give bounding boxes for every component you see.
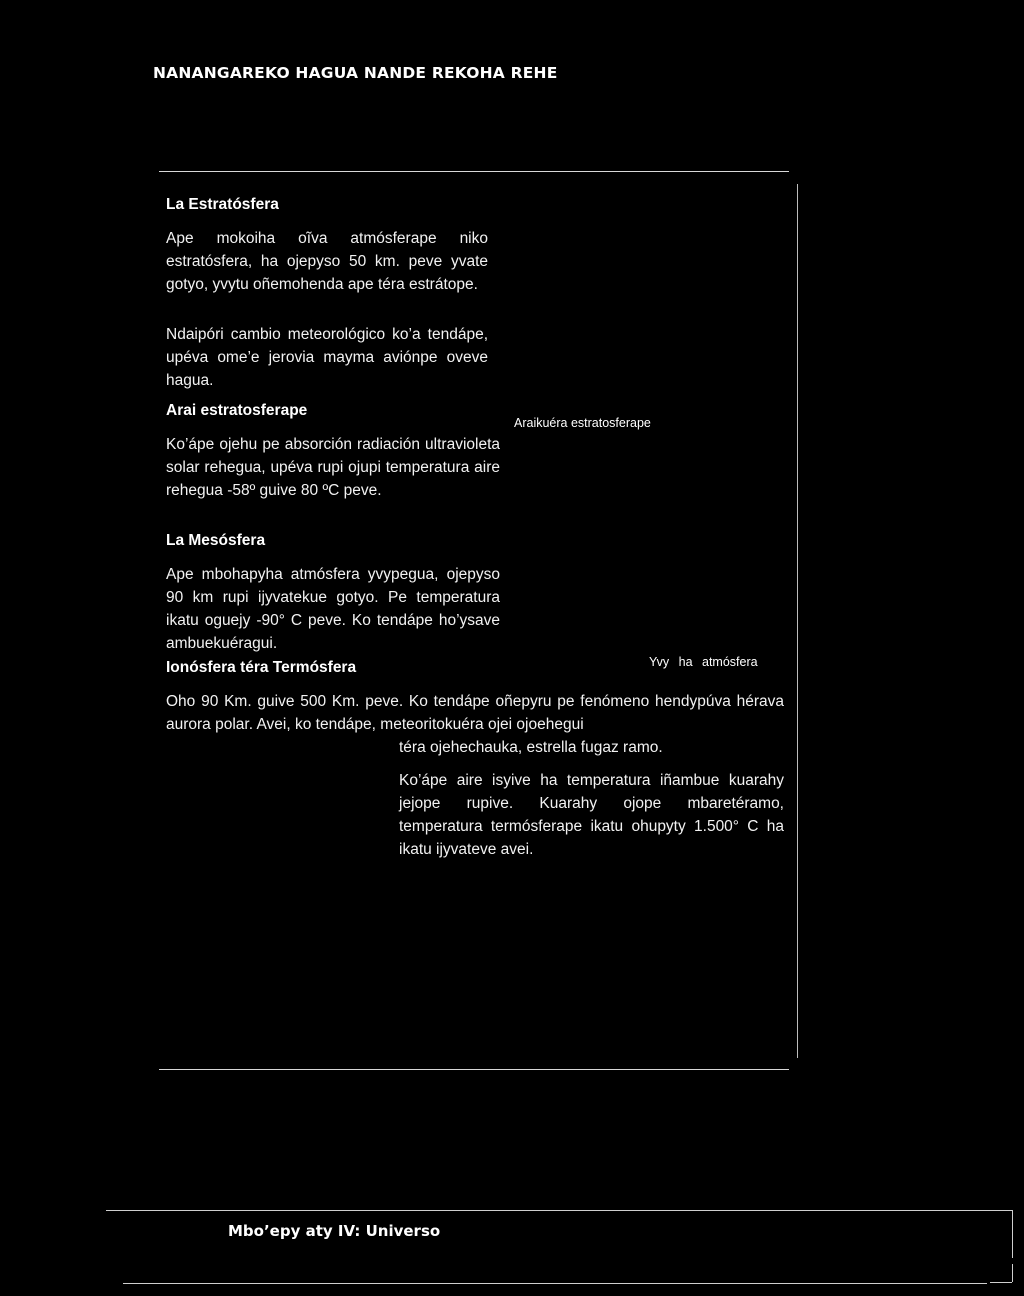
paragraph-arai: Ko’ápe ojehu pe absorción radiación ultravioleta solar rehegua, upéva rupi ojupi temperatura aire rehegua -58º guive 80 ºC peve. [166,436,500,499]
heading-mesosfera: La Mesósfera [166,532,266,549]
heading-arai-estratosferape: Arai estratosferape [166,402,308,419]
paragraph-mesosfera: Ape mbohapyha atmósfera yvypegua, ojepyso 90 km rupi ijyvatekue gotyo. Pe temperatura ikatu oguejy -90° C peve. Ko tendápe ho’ysave ambuekuéragui. [166,566,500,652]
paragraph-estratosfera-2: Ndaipóri cambio meteorológico ko’a tendápe, upéva ome’e jerovia mayma aviónpe oveve hagua. [166,326,488,389]
paragraph-ionosfera-3: Ko’ápe aire isyive ha temperatura iñambue kuarahy jejope rupive. Kuarahy ojope mbaretéramo, temperatura termósferape ikatu ohupyty 1.500° C ha ikatu ijyvateve avei. [399,772,784,858]
bottom-divider [159,1069,789,1070]
paragraph-ionosfera-1: Oho 90 Km. guive 500 Km. peve. Ko tendápe oñepyru pe fenómeno hendypúva hérava aurora polar. Avei, ko tendápe, meteoritokuéra ojei ojoehegui [166,693,784,733]
footer-right-line [1012,1210,1013,1258]
footer-bottom-line [123,1283,987,1284]
footer-corner-line [1012,1264,1013,1282]
right-frame-line [797,184,798,1058]
heading-estratosfera: La Estratósfera [166,196,279,213]
paragraph-estratosfera-1: Ape mokoiha oĩva atmósferape niko estratósfera, ha ojepyso 50 km. peve yvate gotyo, yvytu oñemohenda ape téra estrátope. [166,230,488,293]
footer-top-line [106,1210,1012,1211]
top-divider [159,171,789,172]
figure-label-earth-atmosphere: Yvy ha atmósfera [649,655,758,669]
footer-title: Mbo’epy aty IV: Universo [228,1222,441,1240]
footer-corner-stub [990,1282,1012,1283]
paragraph-ionosfera-2: téra ojehechauka, estrella fugaz ramo. [399,739,663,756]
heading-ionosfera: Ionósfera téra Termósfera [166,659,357,676]
page-header-title: NANANGAREKO HAGUA NANDE REKOHA REHE [153,64,558,82]
figure-label-stratosphere-clouds: Araikuéra estratosferape [514,416,651,430]
